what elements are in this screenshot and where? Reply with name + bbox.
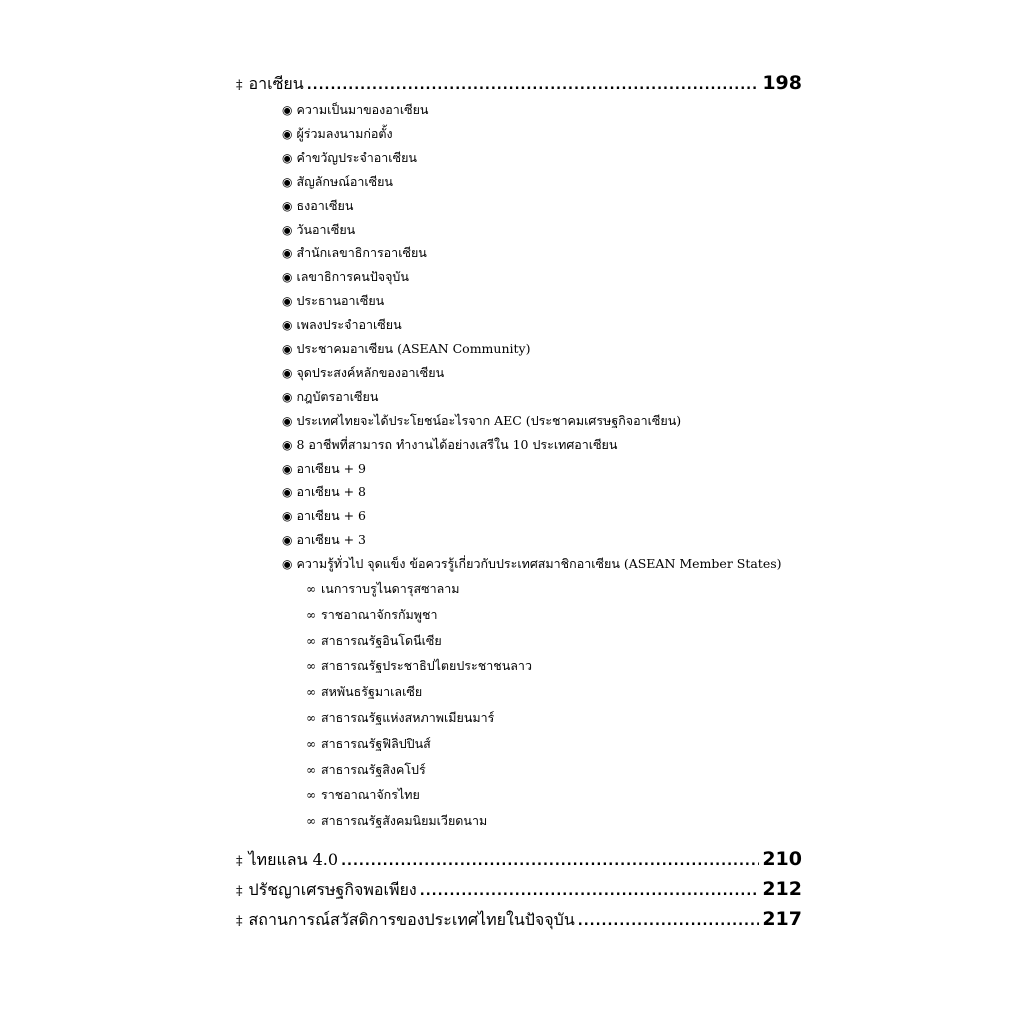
infinity-bullet-icon: ∞ [306,788,316,803]
section-mark: ‡ [236,884,243,899]
section-title: สถานการณ์สวัสดิการของประเทศไทยในปัจจุบัน [248,910,575,929]
toc-subtopic-item[interactable] [282,198,353,214]
toc-member-state-item[interactable] [306,813,487,829]
toc-member-state-item[interactable] [306,787,420,803]
bullet-icon: ◉ [282,318,293,333]
bullet-icon: ◉ [282,103,293,117]
toc-member-state-item[interactable] [306,684,422,700]
toc-subtopic-item[interactable] [282,317,402,333]
toc-subtopic-item[interactable] [282,437,617,453]
toc-subtopic-item[interactable] [282,508,366,524]
bullet-icon: ◉ [282,294,293,309]
subtopic-label: ความรู้ทั่วไป จุดแข็ง ข้อควรรู้เกี่ยวกับประเทศสมาชิกอาเซียน (ASEAN Member States) [296,556,782,572]
toc-subtopic-item[interactable] [282,365,444,381]
toc-member-state-item[interactable] [306,633,442,649]
subtopic-label: อาเซียน + 3 [296,532,367,548]
subtopic-label: กฎบัตรอาเซียน [296,388,379,404]
page-number: 210 [762,848,802,870]
bullet-icon: ◉ [282,150,293,165]
toc-subtopic-item[interactable] [282,126,393,142]
bullet-icon: ◉ [282,461,293,476]
member-state-label: ราชอาณาจักรกัมพูชา [321,606,438,622]
page-number: 212 [762,878,802,900]
toc-subtopic-item[interactable] [282,150,417,166]
section-title: อาเซียน [248,74,304,93]
subtopic-label: ประธานอาเซียน [296,293,385,309]
subtopic-label: ประชาคมอาเซียน (ASEAN Community) [296,341,531,356]
member-state-label: เนการาบรูไนดารุสซาลาม [321,581,460,596]
subtopic-label: ธงอาเซียน [296,197,354,213]
bullet-icon: ◉ [282,437,293,452]
toc-subtopic-item[interactable] [282,556,782,572]
bullet-icon: ◉ [282,413,293,428]
toc-section-thailand-4[interactable] [236,848,802,873]
bullet-icon: ◉ [282,174,293,189]
subtopic-label: ผู้ร่วมลงนามก่อตั้ง [296,125,393,141]
subtopic-label: ประเทศไทยจะได้ประโยชน์อะไรจาก AEC (ประชาคมเศรษฐกิจอาเซียน) [296,412,682,428]
member-state-label: ราชอาณาจักรไทย [321,787,420,803]
infinity-bullet-icon: ∞ [306,633,316,648]
toc-subtopic-item[interactable] [282,532,366,548]
subtopic-label: จุดประสงค์หลักของอาเซียน [296,364,445,380]
member-state-label: สาธารณรัฐฟิลิปปินส์ [321,735,431,751]
bullet-icon: ◉ [282,485,293,500]
section-mark: ‡ [236,854,243,869]
toc-section-welfare[interactable] [236,908,802,933]
bullet-icon: ◉ [282,389,293,404]
subtopic-label: อาเซียน + 6 [296,508,367,524]
infinity-bullet-icon: ∞ [306,659,316,674]
subtopic-label: สำนักเลขาธิการอาเซียน [296,245,427,261]
subtopic-label: เพลงประจำอาเซียน [296,317,402,333]
page-number: 198 [762,72,802,94]
bullet-icon: ◉ [282,557,293,572]
member-state-label: สาธารณรัฐอินโดนีเซีย [321,632,442,648]
infinity-bullet-icon: ∞ [306,711,316,725]
bullet-icon: ◉ [282,198,293,213]
toc-subtopic-item[interactable] [282,269,409,285]
subtopic-label: อาเซียน + 9 [296,460,367,476]
infinity-bullet-icon: ∞ [306,607,316,622]
toc-subtopic-item[interactable] [282,102,428,118]
subtopic-label: วันอาเซียน [296,221,356,237]
section-title: ปรัชญาเศรษฐกิจพอเพียง [248,880,417,899]
subtopic-label: คำขวัญประจำอาเซียน [296,149,417,165]
bullet-icon: ◉ [282,365,293,380]
toc-member-state-item[interactable] [306,710,494,726]
subtopic-label: อาเซียน + 8 [296,484,367,500]
toc-section-asean[interactable] [236,72,802,97]
bullet-icon: ◉ [282,222,293,237]
page-number: 217 [762,908,802,930]
toc-subtopic-item[interactable] [282,389,378,405]
section-mark: ‡ [236,914,243,929]
subtopic-label: เลขาธิการคนปัจจุบัน [296,269,409,285]
toc-subtopic-item[interactable] [282,484,366,500]
dot-leader [578,914,760,929]
toc-subtopic-item[interactable] [282,222,355,238]
member-state-label: สาธารณรัฐสังคมนิยมเวียดนาม [321,813,488,829]
bullet-icon: ◉ [282,126,293,141]
infinity-bullet-icon: ∞ [306,762,316,777]
toc-member-state-item[interactable] [306,607,438,623]
infinity-bullet-icon: ∞ [306,814,316,829]
member-state-label: สาธารณรัฐประชาธิปไตยประชาชนลาว [321,658,532,674]
toc-member-state-item[interactable] [306,658,532,674]
toc-subtopic-item[interactable] [282,174,393,190]
toc-subtopic-item[interactable] [282,413,681,429]
toc-member-state-item[interactable] [306,762,426,778]
dot-leader [307,78,760,93]
section-mark: ‡ [236,78,243,93]
toc-section-sufficiency-economy[interactable] [236,878,802,903]
infinity-bullet-icon: ∞ [306,736,316,751]
bullet-icon: ◉ [282,270,293,285]
dot-leader [341,854,759,869]
dot-leader [420,884,760,899]
member-state-label: สาธารณรัฐสิงคโปร์ [321,761,426,777]
toc-member-state-item[interactable] [306,736,431,752]
bullet-icon: ◉ [282,533,293,548]
subtopic-label: ความเป็นมาของอาเซียน [296,102,429,117]
section-title: ไทยแลน 4.0 [248,850,339,869]
toc-member-state-item[interactable] [306,581,460,597]
bullet-icon: ◉ [282,342,293,356]
infinity-bullet-icon: ∞ [306,685,316,700]
bullet-icon: ◉ [282,246,293,261]
toc-subtopic-item[interactable] [282,245,427,261]
member-state-label: สหพันธรัฐมาเลเซีย [321,684,423,700]
toc-subtopic-item[interactable] [282,461,366,477]
member-state-label: สาธารณรัฐแห่งสหภาพเมียนมาร์ [321,710,495,725]
infinity-bullet-icon: ∞ [306,582,316,596]
bullet-icon: ◉ [282,509,293,524]
subtopic-label: สัญลักษณ์อาเซียน [296,173,393,189]
subtopic-label: 8 อาชีพที่สามารถ ทำงานได้อย่างเสรีใน 10 ประเทศอาเซียน [296,436,618,452]
toc-subtopic-item[interactable] [282,293,384,309]
toc-subtopic-item[interactable] [282,341,530,357]
